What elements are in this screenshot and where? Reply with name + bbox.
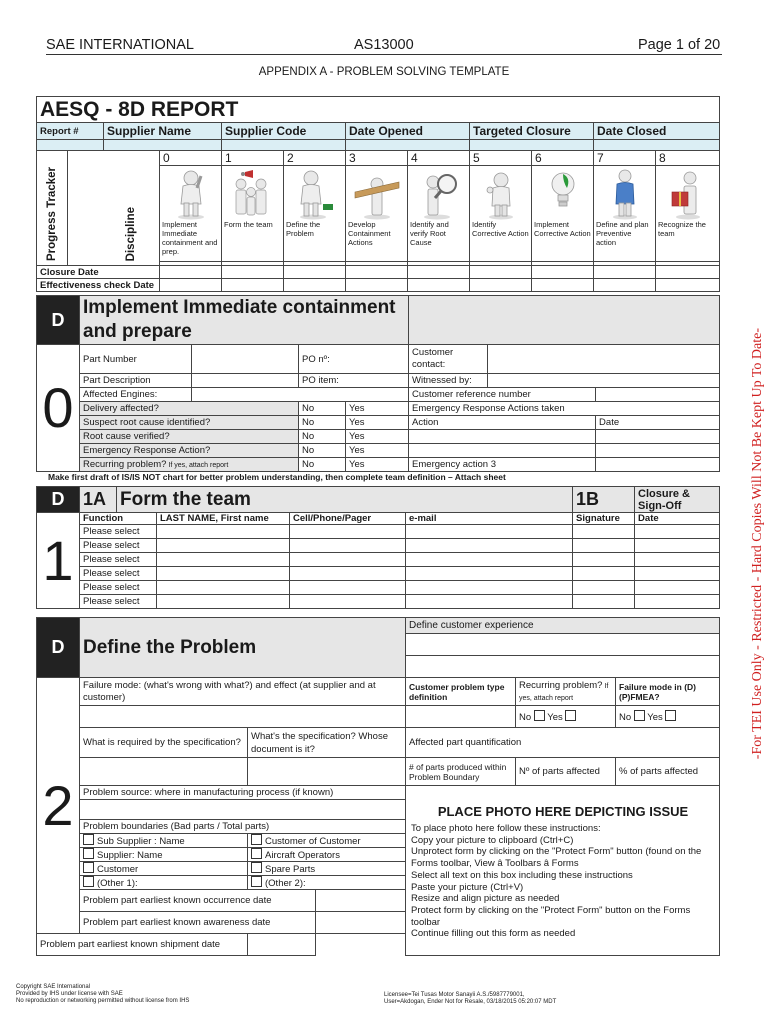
step-0-cell bbox=[160, 166, 222, 262]
spare-parts-checkbox[interactable] bbox=[251, 862, 262, 873]
date-field-2[interactable] bbox=[635, 539, 720, 553]
email-field-5[interactable] bbox=[406, 581, 573, 595]
failure-mode-field[interactable] bbox=[80, 706, 406, 728]
closure-signoff-label: Closure & Sign-Off bbox=[635, 487, 720, 513]
step-7-label: Define and plan Preventive action bbox=[596, 220, 649, 247]
email-field-6[interactable] bbox=[406, 595, 573, 609]
required-by-spec-label: What is required by the specification? bbox=[80, 728, 248, 758]
date-closed-field[interactable] bbox=[594, 140, 720, 151]
date-label: Date bbox=[596, 416, 720, 430]
parts-affected-label: Nº of parts affected bbox=[516, 758, 616, 786]
step-1-num: 1 bbox=[222, 151, 284, 166]
containment-figure-icon bbox=[171, 168, 211, 220]
provided-line: Provided by IHS under license with SAE bbox=[16, 991, 123, 997]
col-email: e-mail bbox=[406, 513, 573, 525]
col-phone: Cell/Phone/Pager bbox=[290, 513, 406, 525]
boundary-aircraft-operators[interactable] bbox=[248, 848, 406, 862]
col-targeted-closure: Targeted Closure bbox=[470, 123, 594, 140]
d1a-label: 1A bbox=[80, 487, 117, 513]
org-name: SAE INTERNATIONAL bbox=[46, 37, 194, 53]
witnessed-by-label: Witnessed by: bbox=[409, 374, 488, 388]
step-5-num: 5 bbox=[470, 151, 532, 166]
recurring-checkboxes bbox=[516, 706, 616, 728]
q-suspect-root-yes[interactable]: Yes bbox=[346, 416, 409, 430]
progress-tracker-cell bbox=[37, 151, 68, 266]
col-signature: Signature bbox=[573, 513, 635, 525]
step-4-cell bbox=[408, 166, 470, 262]
shipment-field[interactable] bbox=[248, 934, 316, 956]
step-4-num: 4 bbox=[408, 151, 470, 166]
fmea-yes-checkbox[interactable] bbox=[665, 710, 676, 721]
recurring-label bbox=[516, 678, 616, 706]
failure-mode-fmea-label: Failure mode in (D)(P)FMEA? bbox=[616, 678, 720, 706]
part-number-field[interactable] bbox=[192, 345, 299, 374]
fmea-no-checkbox[interactable] bbox=[634, 710, 645, 721]
q-recurring bbox=[80, 458, 299, 472]
step-0-label: Implement Immediate containment and prep. bbox=[162, 220, 218, 256]
col-supplier-code: Supplier Code bbox=[222, 123, 346, 140]
effectiveness-date-6[interactable] bbox=[532, 279, 594, 292]
step-8-num: 8 bbox=[656, 151, 720, 166]
discipline-label: Discipline bbox=[125, 206, 138, 261]
d0-number: 0 bbox=[37, 345, 80, 472]
boundary-other-1[interactable] bbox=[80, 876, 248, 890]
boundary-spare-parts[interactable] bbox=[248, 862, 406, 876]
recurring-no-checkbox[interactable] bbox=[534, 710, 545, 721]
part-description-label: Part Description bbox=[80, 374, 192, 388]
awareness-label: Problem part earliest known awareness date bbox=[80, 912, 316, 934]
boundary-customer-of-customer[interactable] bbox=[248, 834, 406, 848]
email-field-3[interactable] bbox=[406, 553, 573, 567]
boundary-customer[interactable] bbox=[80, 862, 248, 876]
era3-field[interactable] bbox=[596, 458, 720, 472]
witnessed-by-field[interactable] bbox=[488, 374, 720, 388]
q-delivery-no[interactable]: No bbox=[299, 402, 346, 416]
d0-d-marker: D bbox=[37, 296, 80, 345]
photo-line-8: Continue filling out this form as needed bbox=[411, 928, 576, 940]
progress-tracker-label: Progress Tracker bbox=[46, 167, 58, 261]
closure-date-3[interactable] bbox=[346, 266, 408, 279]
closure-date-7[interactable] bbox=[594, 266, 656, 279]
col-date: Date bbox=[635, 513, 720, 525]
customer-contact-field[interactable] bbox=[488, 345, 720, 374]
step-5-cell bbox=[470, 166, 532, 262]
d0-title-spacer bbox=[409, 296, 720, 345]
phone-field-6[interactable] bbox=[290, 595, 406, 609]
photo-line-4: Select all text on this box including these instructions bbox=[411, 869, 633, 881]
era3-label: Emergency action 3 bbox=[409, 458, 596, 472]
function-select-2[interactable]: Please select bbox=[80, 539, 157, 553]
d2-d-marker: D bbox=[37, 618, 80, 678]
photo-line-3: Unprotect form by clicking on the "Protect Form" button (found on the Forms toolbar, View â Toolbars â Forms bbox=[411, 846, 702, 870]
required-by-spec-field[interactable] bbox=[80, 758, 248, 786]
q-emergency: Emergency Response Action? bbox=[80, 444, 299, 458]
closure-date-5[interactable] bbox=[470, 266, 532, 279]
problem-source-label: Problem source: where in manufacturing process (if known) bbox=[80, 786, 406, 800]
isnot-note: Make first draft of IS/IS NOT chart for better problem understanding, then complete team definition – Attach sheet bbox=[48, 472, 506, 482]
sub-supplier-checkbox[interactable] bbox=[83, 834, 94, 845]
phone-field-1[interactable] bbox=[290, 525, 406, 539]
step-6-cell bbox=[532, 166, 594, 262]
supplier-code-field[interactable] bbox=[222, 140, 346, 151]
licensee-line: Licensee=Tei Tusas Motor Sanayii A.S./5987779001, bbox=[384, 992, 525, 998]
preventive-figure-icon bbox=[605, 168, 645, 220]
photo-line-1: To place photo here follow these instructions: bbox=[411, 823, 601, 834]
other-2-label: (Other 2): bbox=[265, 878, 306, 889]
function-select-5[interactable]: Please select bbox=[80, 581, 157, 595]
customer-problem-type: Customer problem type definition bbox=[406, 678, 516, 706]
reproduction-line: No reproduction or networking permitted without license from IHS bbox=[16, 998, 190, 1004]
q-emergency-yes[interactable]: Yes bbox=[346, 444, 409, 458]
action-2-date[interactable] bbox=[596, 444, 720, 458]
recurring-hint: If yes, attach report bbox=[519, 682, 609, 702]
lightbulb-figure-icon bbox=[543, 168, 583, 220]
report-title: AESQ - 8D REPORT bbox=[37, 97, 720, 123]
phone-field-5[interactable] bbox=[290, 581, 406, 595]
closure-date-4[interactable] bbox=[408, 266, 470, 279]
step-1-label: Form the team bbox=[224, 220, 273, 229]
photo-box[interactable] bbox=[406, 786, 720, 956]
closure-date-8[interactable] bbox=[656, 266, 720, 279]
email-field-2[interactable] bbox=[406, 539, 573, 553]
supplier-checkbox[interactable] bbox=[83, 848, 94, 859]
photo-line-5: Paste your picture (Ctrl+V) bbox=[411, 881, 524, 893]
function-select-3[interactable]: Please select bbox=[80, 553, 157, 567]
name-field-6[interactable] bbox=[157, 595, 290, 609]
phone-field-4[interactable] bbox=[290, 567, 406, 581]
whats-spec-field[interactable] bbox=[248, 758, 406, 786]
magnifier-figure-icon bbox=[417, 168, 461, 220]
signature-field-5[interactable] bbox=[573, 581, 635, 595]
step-6-num: 6 bbox=[532, 151, 594, 166]
effectiveness-date-label: Effectiveness check Date bbox=[37, 279, 160, 292]
d1b-label: 1B bbox=[573, 487, 635, 513]
supplier-label: Supplier: Name bbox=[97, 850, 163, 861]
date-field-1[interactable] bbox=[635, 525, 720, 539]
problem-source-field[interactable] bbox=[80, 800, 406, 820]
step-0-num: 0 bbox=[160, 151, 222, 166]
action-2-field[interactable] bbox=[409, 444, 596, 458]
email-field-1[interactable] bbox=[406, 525, 573, 539]
q-suspect-root: Suspect root cause identified? bbox=[80, 416, 299, 430]
q-recurring-hint: If yes, attach report bbox=[166, 462, 229, 469]
q-emergency-no[interactable]: No bbox=[299, 444, 346, 458]
name-field-3[interactable] bbox=[157, 553, 290, 567]
step-8-label: Recognize the team bbox=[658, 220, 706, 238]
col-supplier-name: Supplier Name bbox=[104, 123, 222, 140]
effectiveness-date-3[interactable] bbox=[346, 279, 408, 292]
photo-line-2: Copy your picture to clipboard (Ctrl+C) bbox=[411, 834, 574, 846]
d1-number: 1 bbox=[37, 513, 80, 609]
function-select-4[interactable]: Please select bbox=[80, 567, 157, 581]
q-root-verified: Root cause verified? bbox=[80, 430, 299, 444]
occurrence-label: Problem part earliest known occurrence date bbox=[80, 890, 316, 912]
closure-date-0[interactable] bbox=[160, 266, 222, 279]
col-date-opened: Date Opened bbox=[346, 123, 470, 140]
step-3-cell bbox=[346, 166, 408, 262]
effectiveness-date-8[interactable] bbox=[656, 279, 720, 292]
recurring-text: Recurring problem? bbox=[519, 679, 603, 691]
copyright-line: Copyright SAE International bbox=[16, 984, 91, 990]
customer-contact-label: Customer contact: bbox=[409, 345, 488, 374]
q-recurring-text: Recurring problem? bbox=[83, 459, 167, 470]
customer-ref-field[interactable] bbox=[596, 388, 720, 402]
col-function: Function bbox=[80, 513, 157, 525]
awareness-field[interactable] bbox=[316, 912, 406, 934]
other-2-checkbox[interactable] bbox=[251, 876, 262, 887]
customer-of-customer-checkbox[interactable] bbox=[251, 834, 262, 845]
closure-date-2[interactable] bbox=[284, 266, 346, 279]
date-field-5[interactable] bbox=[635, 581, 720, 595]
signature-field-2[interactable] bbox=[573, 539, 635, 553]
discipline-cell bbox=[104, 151, 160, 266]
d0-section bbox=[36, 295, 720, 472]
effectiveness-date-2[interactable] bbox=[284, 279, 346, 292]
function-select-6[interactable]: Please select bbox=[80, 595, 157, 609]
whats-spec-label: What's the specification? Whose document is it? bbox=[248, 728, 406, 758]
effectiveness-date-4[interactable] bbox=[408, 279, 470, 292]
other-1-checkbox[interactable] bbox=[83, 876, 94, 887]
sub-supplier-label: Sub Supplier : Name bbox=[97, 836, 185, 847]
step-3-num: 3 bbox=[346, 151, 408, 166]
fmea-checkboxes bbox=[616, 706, 720, 728]
boundary-supplier[interactable] bbox=[80, 848, 248, 862]
other-1-label: (Other 1): bbox=[97, 878, 138, 889]
q-suspect-root-no[interactable]: No bbox=[299, 416, 346, 430]
occurrence-field[interactable] bbox=[316, 890, 406, 912]
step-4-label: Identify and verify Root Cause bbox=[410, 220, 449, 247]
recurring-yes-checkbox[interactable] bbox=[565, 710, 576, 721]
photo-instructions bbox=[411, 823, 715, 940]
era-taken-label: Emergency Response Actions taken bbox=[409, 402, 720, 416]
step-2-label: Define the Problem bbox=[286, 220, 321, 238]
col-name: LAST NAME, First name bbox=[157, 513, 290, 525]
fmea-yes-label: Yes bbox=[647, 712, 663, 723]
aircraft-operators-label: Aircraft Operators bbox=[265, 850, 340, 861]
action-label: Action bbox=[409, 416, 596, 430]
spare-parts-label: Spare Parts bbox=[265, 864, 316, 875]
boundaries-label: Problem boundaries (Bad parts / Total parts) bbox=[80, 820, 406, 834]
boundary-other-2[interactable] bbox=[248, 876, 406, 890]
recurring-yes-label: Yes bbox=[547, 712, 563, 723]
name-field-1[interactable] bbox=[157, 525, 290, 539]
signature-field-3[interactable] bbox=[573, 553, 635, 567]
q-delivery: Delivery affected? bbox=[80, 402, 299, 416]
parts-produced-label: # of parts produced within Problem Boundary bbox=[406, 758, 516, 786]
effectiveness-date-7[interactable] bbox=[594, 279, 656, 292]
customer-checkbox[interactable] bbox=[83, 862, 94, 873]
q-root-verified-yes[interactable]: Yes bbox=[346, 430, 409, 444]
po-no-label: PO nº: bbox=[299, 345, 409, 374]
d2-number: 2 bbox=[37, 678, 80, 934]
targeted-closure-field[interactable] bbox=[470, 140, 594, 151]
gift-figure-icon bbox=[668, 168, 708, 220]
shipment-label: Problem part earliest known shipment date bbox=[37, 934, 248, 956]
email-field-4[interactable] bbox=[406, 567, 573, 581]
page-number: Page 1 of 20 bbox=[638, 37, 721, 53]
function-select-1[interactable]: Please select bbox=[80, 525, 157, 539]
step-2-num: 2 bbox=[284, 151, 346, 166]
customer-label: Customer bbox=[97, 864, 139, 875]
signature-field-6[interactable] bbox=[573, 595, 635, 609]
recurring-no-label: No bbox=[519, 712, 532, 723]
team-figure-icon bbox=[231, 168, 275, 220]
supplier-name-field[interactable] bbox=[104, 140, 222, 151]
doc-subtitle: APPENDIX A - PROBLEM SOLVING TEMPLATE bbox=[258, 66, 510, 78]
photo-title: PLACE PHOTO HERE DEPICTING ISSUE bbox=[437, 804, 689, 819]
name-field-2[interactable] bbox=[157, 539, 290, 553]
affected-engines-label: Affected Engines: bbox=[80, 388, 192, 402]
report-no-field[interactable] bbox=[37, 140, 104, 151]
date-opened-field[interactable] bbox=[346, 140, 470, 151]
fmea-no-label: No bbox=[619, 712, 632, 723]
customer-experience-field[interactable] bbox=[406, 634, 720, 656]
step-5-label: Identify Corrective Action bbox=[472, 220, 529, 238]
photo-line-7: Protect form by clicking on the "Protect Form" button on the Forms toolbar bbox=[411, 904, 691, 928]
aircraft-operators-checkbox[interactable] bbox=[251, 848, 262, 859]
part-number-label: Part Number bbox=[80, 345, 192, 374]
effectiveness-date-5[interactable] bbox=[470, 279, 532, 292]
name-field-5[interactable] bbox=[157, 581, 290, 595]
effectiveness-date-1[interactable] bbox=[222, 279, 284, 292]
pct-affected-label: % of parts affected bbox=[616, 758, 720, 786]
step-6-label: Implement Corrective Action bbox=[534, 220, 591, 238]
report-header-table bbox=[36, 96, 720, 292]
watermark-box bbox=[748, 256, 768, 832]
date-field-3[interactable] bbox=[635, 553, 720, 567]
q-root-verified-no[interactable]: No bbox=[299, 430, 346, 444]
closure-date-label: Closure Date bbox=[37, 266, 160, 279]
date-field-6[interactable] bbox=[635, 595, 720, 609]
header-rule bbox=[46, 54, 722, 55]
define-figure-icon bbox=[293, 168, 337, 220]
footer-left bbox=[16, 984, 189, 1005]
user-line: User=Akdogan, Ender Not for Resale, 03/18/2015 05:20:07 MDT bbox=[384, 999, 557, 1005]
step-1-cell bbox=[222, 166, 284, 262]
step-3-label: Develop Containment Actions bbox=[348, 220, 391, 247]
part-description-field[interactable] bbox=[192, 374, 299, 388]
q-recurring-yes[interactable]: Yes bbox=[346, 458, 409, 472]
closure-date-6[interactable] bbox=[532, 266, 594, 279]
signature-field-1[interactable] bbox=[573, 525, 635, 539]
step-7-num: 7 bbox=[594, 151, 656, 166]
effectiveness-date-0[interactable] bbox=[160, 279, 222, 292]
failure-mode-label: Failure mode: (what's wrong with what?) and effect (at supplier and at customer) bbox=[80, 678, 406, 706]
customer-ref-label: Customer reference number bbox=[409, 388, 596, 402]
affected-engines-field[interactable] bbox=[192, 388, 409, 402]
phone-field-2[interactable] bbox=[290, 539, 406, 553]
step-8-cell bbox=[656, 166, 720, 262]
tracker-spacer bbox=[68, 151, 104, 266]
customer-experience-label: Define customer experience bbox=[406, 618, 720, 634]
develop-figure-icon bbox=[353, 168, 401, 220]
d2-title: Define the Problem bbox=[80, 618, 406, 678]
doc-number: AS13000 bbox=[354, 37, 414, 53]
q-delivery-yes[interactable]: Yes bbox=[346, 402, 409, 416]
d0-title: Implement Immediate containment and prepare bbox=[80, 296, 409, 345]
d1-title: Form the team bbox=[117, 487, 573, 513]
col-report-no: Report # bbox=[37, 123, 104, 140]
photo-line-6: Resize and align picture as needed bbox=[411, 893, 560, 905]
watermark-text: -For TEI Use Only - Restricted - Hard Copies Will Not Be Kept Up To Date- bbox=[750, 328, 765, 760]
footer-right bbox=[384, 992, 556, 1006]
boundary-sub-supplier[interactable] bbox=[80, 834, 248, 848]
identify-figure-icon bbox=[481, 168, 521, 220]
step-7-cell bbox=[594, 166, 656, 262]
customer-of-customer-label: Customer of Customer bbox=[265, 836, 361, 847]
customer-problem-type-field[interactable] bbox=[406, 706, 516, 728]
action-1-date[interactable] bbox=[596, 430, 720, 444]
col-date-closed: Date Closed bbox=[594, 123, 720, 140]
closure-date-1[interactable] bbox=[222, 266, 284, 279]
po-item-label: PO item: bbox=[299, 374, 409, 388]
signature-field-4[interactable] bbox=[573, 567, 635, 581]
action-1-field[interactable] bbox=[409, 430, 596, 444]
step-2-cell bbox=[284, 166, 346, 262]
affected-qty-label: Affected part quantification bbox=[406, 728, 720, 758]
d2-section bbox=[36, 617, 720, 956]
name-field-4[interactable] bbox=[157, 567, 290, 581]
date-field-4[interactable] bbox=[635, 567, 720, 581]
customer-experience-field-2[interactable] bbox=[406, 656, 720, 678]
d1-section bbox=[36, 486, 720, 609]
d1-d-marker: D bbox=[37, 487, 80, 513]
q-recurring-no[interactable]: No bbox=[299, 458, 346, 472]
phone-field-3[interactable] bbox=[290, 553, 406, 567]
